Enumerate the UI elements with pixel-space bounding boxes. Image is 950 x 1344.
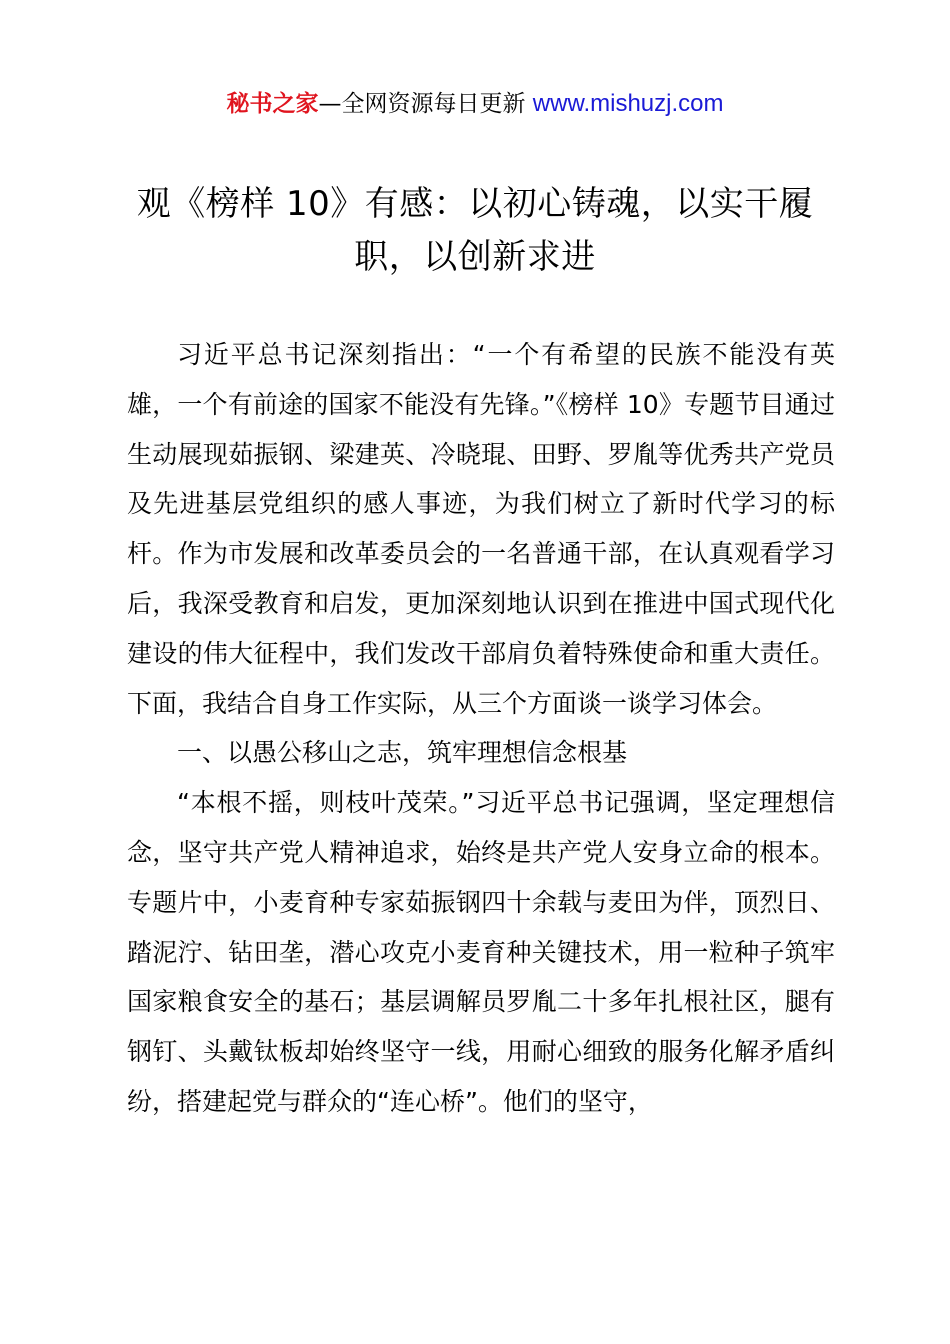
site-brand: 秘书之家 — [226, 91, 319, 117]
section-heading-1: 一、以愚公移山之志，筑牢理想信念根基 — [177, 738, 628, 768]
site-tagline: —全网资源每日更新 — [318, 91, 533, 117]
intro-paragraph: 习近平总书记深刻指出：“一个有希望的民族不能没有英雄，一个有前途的国家不能没有先锋。”《榜样 10》专题节目通过生动展现茹振钢、梁建英、冷晓琨、田野、罗胤等优秀共产党员及先进基层党组织的感人事迹，为我们树立了新时代学习的标杆。作为市发展和改革委员会的一名普通干部，在认真观看学习后，我深受教育和启发，更加深刻地认识到在推进中国式现代化建设的伟大征程中，我们发改干部肩负着特殊使命和重大责任。下面，我结合自身工作实际，从三个方面谈一谈学习体会。 — [127, 340, 835, 718]
document-title: 观《榜样 10》有感：以初心铸魂，以实干履职，以创新求进 — [136, 184, 814, 277]
section-1-paragraph: “本根不摇，则枝叶茂荣。”习近平总书记强调，坚定理想信念，坚守共产党人精神追求，始终是共产党人安身立命的根本。专题片中，小麦育种专家茹振钢四十余载与麦田为伴，顶烈日、踏泥泞、钻田垄，潜心攻克小麦育种关键技术，用一粒种子筑牢国家粮食安全的基石；基层调解员罗胤二十多年扎根社区，腿有钢钉、头戴钛板却始终坚守一线，用耐心细致的服务化解矛盾纠纷，搭建起党与群众的“连心桥”。他们的坚守， — [127, 788, 835, 1116]
site-url-link[interactable]: www.mishuzj.com — [532, 90, 724, 117]
site-header — [0, 84, 950, 124]
document-body — [127, 330, 835, 1127]
